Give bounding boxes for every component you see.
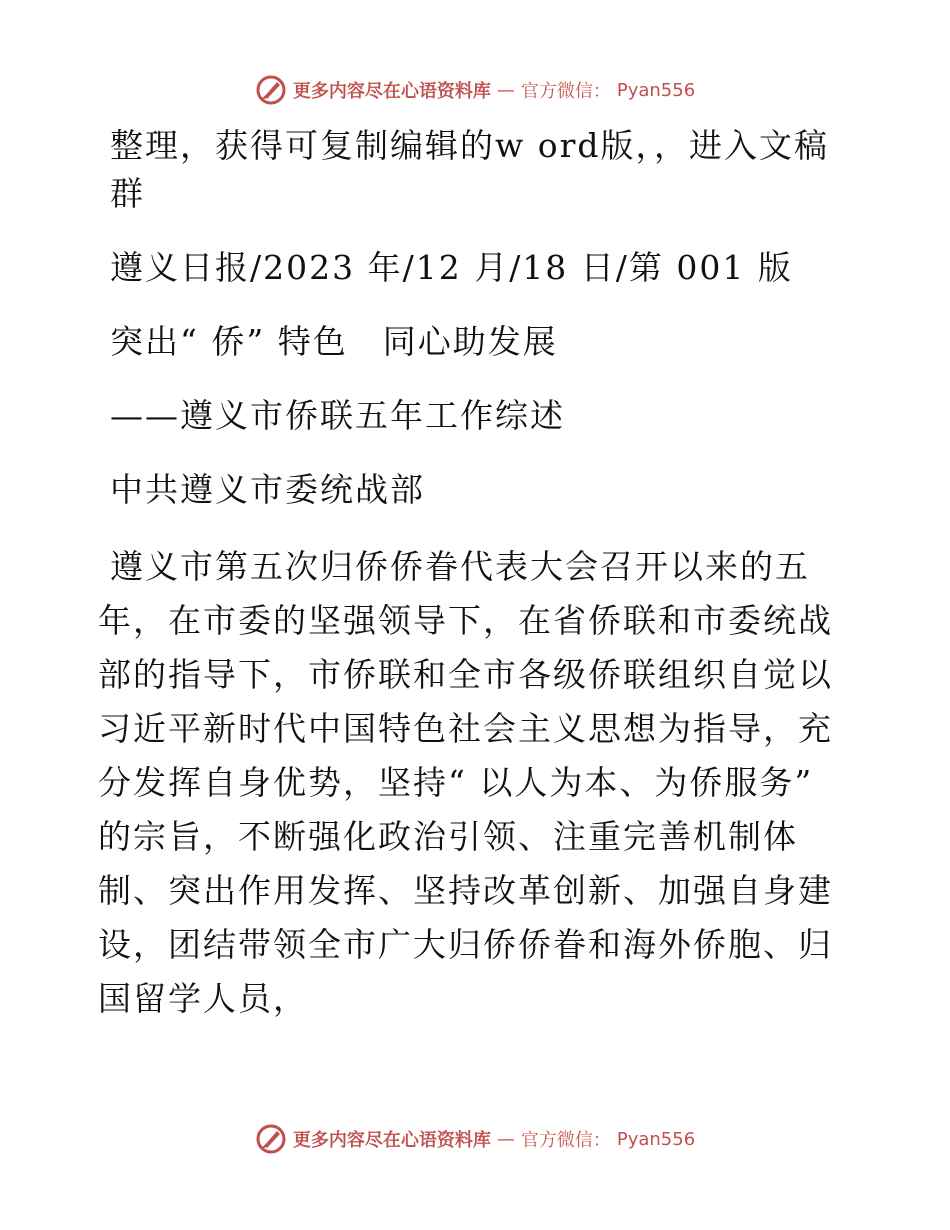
body-paragraph: 遵义市第五次归侨侨眷代表大会召开以来的五年，在市委的坚强领导下，在省侨联和市委统战部的指导下，市侨联和全市各级侨联组织自觉以习近平新时代中国特色社会主义思想为指导，充分发挥自身优势，坚持“ 以人为本、为侨服务” 的宗旨，不断强化政治引领、注重完善机制体制、突出作用发挥、坚持改革创新、加强自身建设，团结带领全市广大归侨侨眷和海外侨胞、归国留学人员， — [98, 547, 833, 1018]
watermark-label: 官方微信： — [520, 81, 611, 102]
document-body — [98, 122, 858, 1052]
intro-text: 整理，获得可复制编辑的w ord版，，进入文稿群 — [110, 126, 830, 213]
headline: 突出“ 侨” 特色 同心助发展 — [110, 322, 558, 361]
subtitle: ——遵义市侨联五年工作综述 — [110, 396, 565, 435]
watermark-separator: — — [496, 79, 515, 101]
watermark-account: Pyan556 — [616, 79, 696, 101]
watermark-footer — [0, 1123, 950, 1155]
quill-logo-icon — [255, 74, 287, 106]
source-line: 遵义日报/2023 年/12 月/18 日/第 001 版 — [110, 248, 793, 287]
quill-logo-icon — [255, 1123, 287, 1155]
watermark-header — [0, 74, 950, 106]
author-line: 中共遵义市委统战部 — [110, 470, 425, 509]
watermark-brand: 更多内容尽在心语资料库 — [292, 1130, 491, 1151]
watermark-label: 官方微信： — [520, 1130, 611, 1151]
watermark-brand: 更多内容尽在心语资料库 — [292, 81, 491, 102]
watermark-account: Pyan556 — [616, 1128, 696, 1150]
watermark-separator: — — [496, 1128, 515, 1150]
